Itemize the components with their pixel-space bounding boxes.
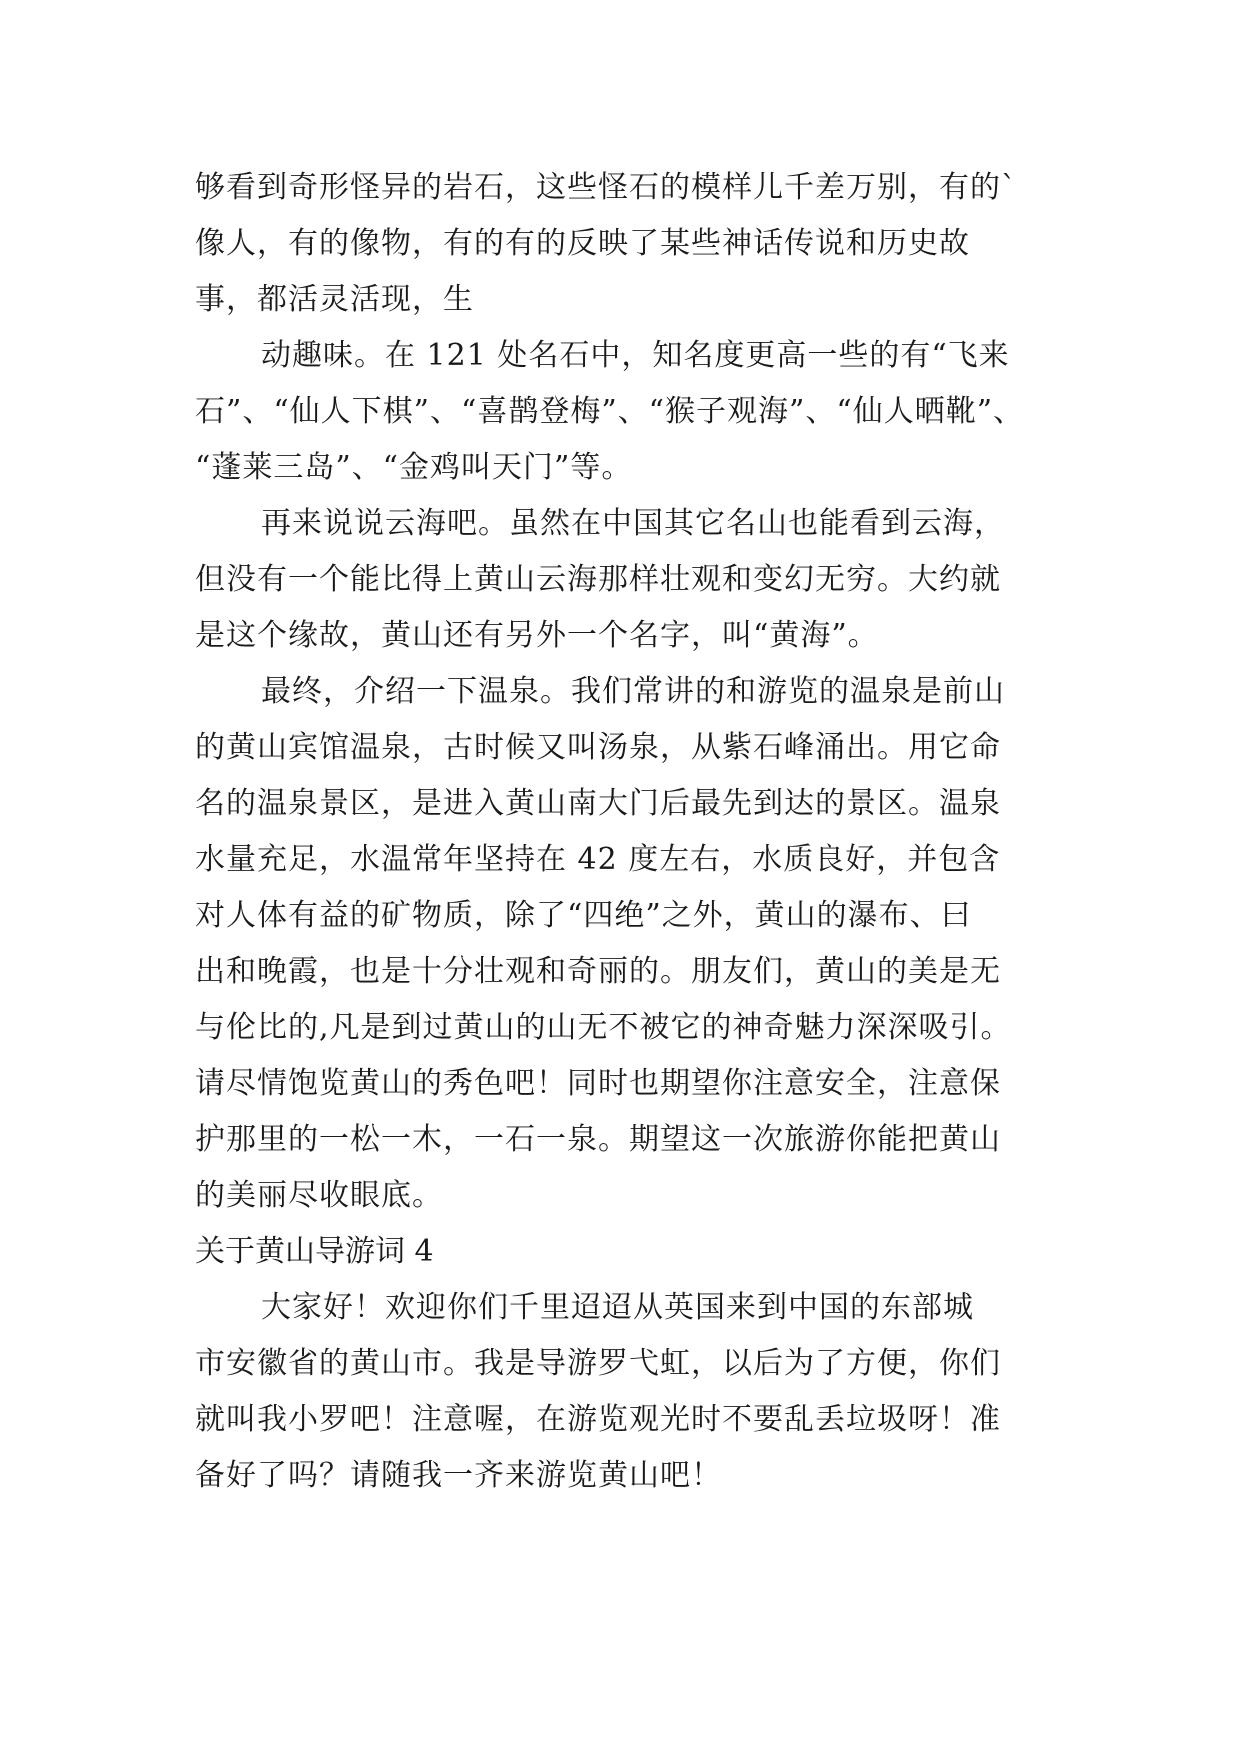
paragraph-first-line: 动趣味。在 121 处名石中，知名度更高一些的有“飞来 [261,338,1010,373]
text-line: 的美丽尽收眼底。 [195,1178,443,1213]
text-line: 请尽情饱览黄山的秀色吧！同时也期望你注意安全，注意保 [195,1066,1001,1101]
text-line: 的黄山宾馆温泉，古时候又叫汤泉，从紫石峰涌出。用它命 [195,730,1001,765]
text-line: 备好了吗？请随我一齐来游览黄山吧！ [195,1458,722,1493]
section-heading: 关于黄山导游词 4 [195,1234,434,1269]
paragraph-first-line: 再来说说云海吧。虽然在中国其它名山也能看到云海， [261,506,1005,541]
paragraph-first-line: 大家好！欢迎你们千里迢迢从英国来到中国的东部城 [261,1290,974,1325]
text-line: 但没有一个能比得上黄山云海那样壮观和变幻无穷。大约就 [195,562,1001,597]
text-line: 出和晚霞，也是十分壮观和奇丽的。朋友们，黄山的美是无 [195,954,1001,989]
text-line: 水量充足，水温常年坚持在 42 度左右，水质良好，并包含 [195,842,1001,877]
text-line: 像人，有的像物，有的有的反映了某些神话传说和历史故 [195,226,970,261]
paragraph-first-line: 最终，介绍一下温泉。我们常讲的和游览的温泉是前山 [261,674,1005,709]
text-line: 够看到奇形怪异的岩石，这些怪石的模样儿千差万别，有的` [195,170,1017,205]
text-line: 与伦比的,凡是到过黄山的山无不被它的神奇魅力深深吸引。 [195,1010,1012,1045]
text-line: “蓬莱三岛”、“金鸡叫天门”等。 [195,450,633,485]
text-line: 事，都活灵活现，生 [195,282,474,317]
text-line: 石”、“仙人下棋”、“喜鹊登梅”、“猴子观海”、“仙人晒靴”、 [195,394,1025,429]
document-body [195,160,1095,1504]
text-line: 是这个缘故，黄山还有另外一个名字，叫“黄海”。 [195,618,879,653]
text-line: 名的温泉景区，是进入黄山南大门后最先到达的景区。温泉 [195,786,1001,821]
text-line: 对人体有益的矿物质，除了“四绝”之外，黄山的瀑布、曰 [195,898,972,933]
text-line: 就叫我小罗吧！注意喔，在游览观光时不要乱丢垃圾呀！准 [195,1402,1001,1437]
text-line: 市安徽省的黄山市。我是导游罗弋虹，以后为了方便，你们 [195,1346,1001,1381]
text-line: 护那里的一松一木，一石一泉。期望这一次旅游你能把黄山 [195,1122,1001,1157]
